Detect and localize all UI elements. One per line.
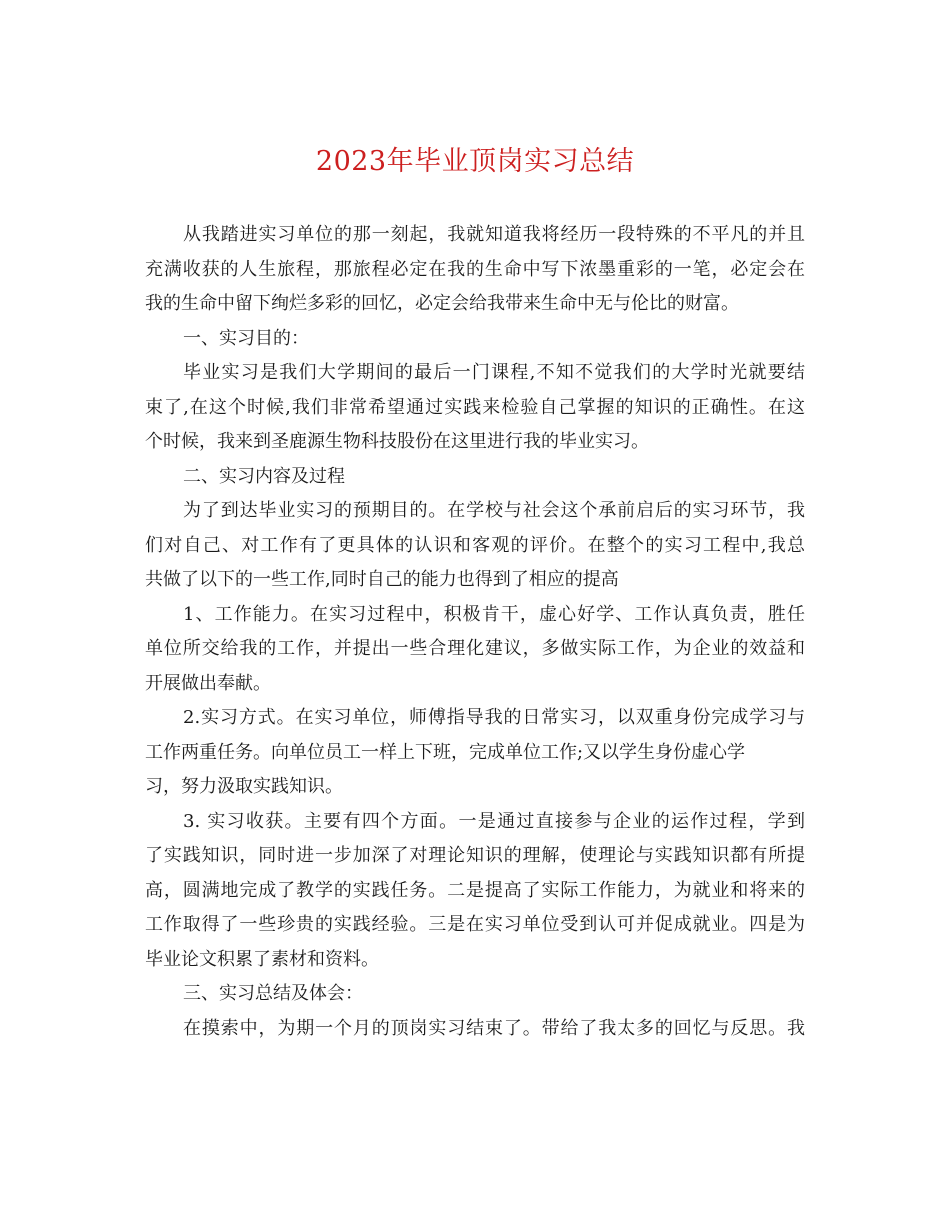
document-body — [145, 218, 805, 1046]
paragraph-line: 毕业论文积累了素材和资料。 — [145, 948, 379, 970]
paragraph-line: 工作取得了一些珍贵的实践经验。三是在实习单位受到认可并促成就业。四是为 — [145, 914, 805, 935]
paragraph-line: 共做了以下的一些工作,同时自己的能力也得到了相应的提高 — [145, 569, 619, 590]
paragraph-line: 毕业实习是我们大学期间的最后一门课程,不知不觉我们的大学时光就要结 — [183, 362, 805, 383]
paragraph-line: 我的生命中留下绚烂多彩的回忆，必定会给我带来生命中无与伦比的财富。 — [145, 293, 739, 314]
paragraph-line: 从我踏进实习单位的那一刻起，我就知道我将经历一段特殊的不平凡的并且 — [183, 224, 805, 245]
paragraph-line: 2.实习方式。在实习单位，师傅指导我的日常实习，以双重身份完成学习与 — [183, 707, 805, 728]
paragraph-line: 束了,在这个时候,我们非常希望通过实践来检验自己掌握的知识的正确性。在这 — [145, 396, 805, 418]
section-heading: 二、实习内容及过程 — [183, 465, 345, 487]
paragraph-line: 开展做出奉献。 — [145, 672, 271, 694]
document-title: 2023年毕业顶岗实习总结 — [315, 146, 635, 177]
section-heading: 一、实习目的： — [183, 327, 309, 349]
paragraph-line: 个时候，我来到圣鹿源生物科技股份在这里进行我的毕业实习。 — [145, 431, 649, 452]
paragraph-line: 习，努力汲取实践知识。 — [145, 776, 343, 797]
section-heading: 三、实习总结及体会： — [183, 983, 363, 1004]
paragraph-line: 在摸索中，为期一个月的顶岗实习结束了。带给了我太多的回忆与反思。我 — [183, 1017, 805, 1039]
paragraph-line: 单位所交给我的工作，并提出一些合理化建议，多做实际工作，为企业的效益和 — [145, 638, 805, 659]
paragraph-line: 1、工作能力。在实习过程中，积极肯干，虚心好学、工作认真负责，胜任 — [183, 603, 805, 625]
paragraph-line: 高，圆满地完成了教学的实践任务。二是提高了实际工作能力，为就业和将来的 — [145, 879, 805, 901]
paragraph-line: 了实践知识，同时进一步加深了对理论知识的理解，使理论与实践知识都有所提 — [145, 845, 805, 866]
paragraph-line: 工作两重任务。向单位员工一样上下班，完成单位工作;又以学生身份虚心学 — [145, 741, 746, 763]
paragraph-line: 为了到达毕业实习的预期目的。在学校与社会这个承前启后的实习环节，我 — [183, 500, 805, 521]
paragraph-line: 充满收获的人生旅程，那旅程必定在我的生命中写下浓墨重彩的一笔，必定会在 — [145, 258, 805, 280]
paragraph-line: 3. 实习收获。主要有四个方面。一是通过直接参与企业的运作过程，学到 — [183, 810, 805, 832]
paragraph-line: 们对自己、对工作有了更具体的认识和客观的评价。在整个的实习工程中,我总 — [145, 534, 805, 556]
